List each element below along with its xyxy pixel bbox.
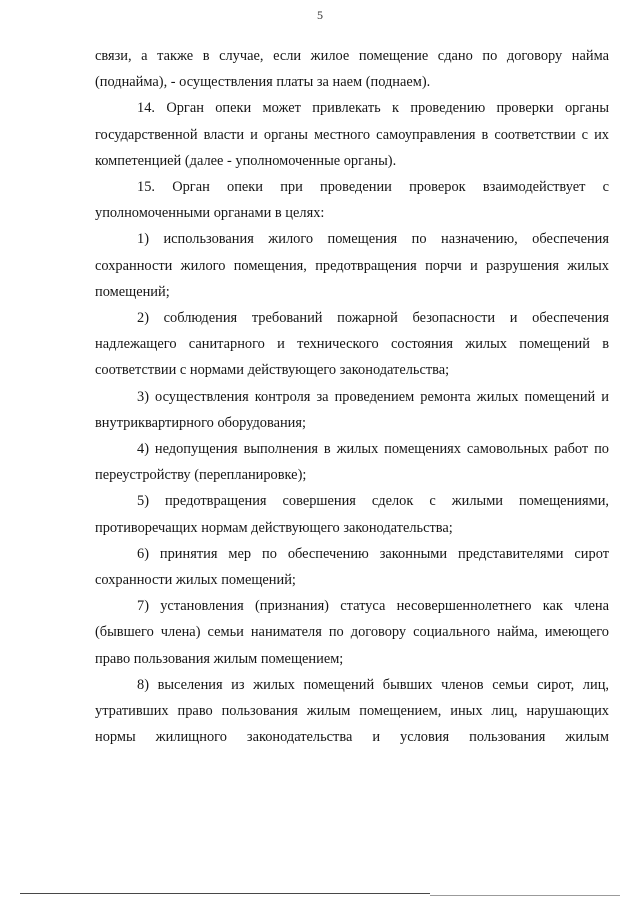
- list-item-3: 3) осуществления контроля за проведением ремонта жилых помещений и внутриквартирного оборудования;: [95, 388, 609, 431]
- paragraph-15: 15. Орган опеки при проведении проверок взаимодействует с уполномоченными органами в целях:: [95, 179, 609, 222]
- page-number: 5: [317, 8, 323, 22]
- scan-edge-line-faint: [430, 895, 620, 896]
- paragraph-continuation: связи, а также в случае, если жилое помещение сдано по договору найма (поднайма), - осуществления платы за наем (поднаем).: [95, 48, 609, 91]
- scan-edge-line: [20, 893, 430, 894]
- list-item-7: 7) установления (признания) статуса несовершеннолетнего как члена (бывшего члена) семьи нанимателя по договору социального найма, имеющего право пользования жилым помещением;: [95, 598, 609, 667]
- list-item-4: 4) недопущения выполнения в жилых помещениях самовольных работ по переустройству (перепланировке);: [95, 441, 609, 484]
- document-body: [95, 43, 609, 750]
- list-item-5: 5) предотвращения совершения сделок с жилыми помещениями, противоречащих нормам действующего законодательства;: [95, 493, 609, 536]
- list-item-8: 8) выселения из жилых помещений бывших членов семьи сирот, лиц, утративших право пользования жилым помещением, иных лиц, нарушающих нормы жилищного законодательства и условия пользования жилым: [95, 676, 609, 746]
- list-item-6: 6) принятия мер по обеспечению законными представителями сирот сохранности жилых помещений;: [95, 545, 609, 589]
- list-item-1: 1) использования жилого помещения по назначению, обеспечения сохранности жилого помещения, предотвращения порчи и разрушения жилых помещений;: [95, 231, 609, 300]
- paragraph-14: 14. Орган опеки может привлекать к проведению проверки органы государственной власти и органы местного самоуправления в соответствии с их компетенцией (далее - уполномоченные органы).: [95, 100, 609, 169]
- list-item-2: 2) соблюдения требований пожарной безопасности и обеспечения надлежащего санитарного и технического состояния жилых помещений в соответствии с нормами действующего законодательства;: [95, 310, 609, 379]
